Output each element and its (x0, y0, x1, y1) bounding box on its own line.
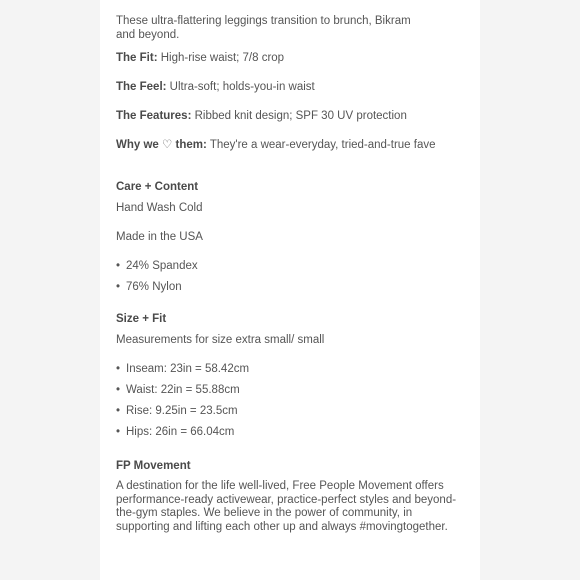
product-description (116, 14, 466, 534)
list-item: • Hips: 26in = 66.04cm (116, 426, 235, 438)
size-fit-heading: Size + Fit (116, 313, 167, 325)
bullet-icon: • (116, 260, 121, 272)
care-content-heading: Care + Content (116, 181, 199, 193)
feature-value: High-rise waist; 7/8 crop (157, 52, 285, 64)
feature-label: The Feel: (116, 81, 167, 93)
heart-icon: ♡ (162, 139, 173, 151)
measurements-list (116, 362, 466, 439)
bullet-icon: • (116, 281, 121, 293)
feature-feel (116, 80, 466, 94)
bullet-icon: • (116, 363, 121, 375)
feature-label: The Fit: (116, 52, 158, 64)
list-item: • 24% Spandex (116, 260, 198, 272)
feature-label: The Features: (116, 110, 192, 122)
size-note: Measurements for size extra small/ small (116, 334, 325, 346)
list-item: • Inseam: 23in = 58.42cm (116, 363, 250, 375)
feature-fit (116, 51, 466, 65)
feature-value: Ribbed knit design; SPF 30 UV protection (191, 110, 407, 122)
bullet-icon: • (116, 384, 121, 396)
feature-why (116, 138, 466, 152)
feature-value: Ultra-soft; holds-you-in waist (166, 81, 315, 93)
care-origin: Made in the USA (116, 231, 203, 243)
list-item: • Waist: 22in = 55.88cm (116, 384, 240, 396)
feature-label: Why we ♡ them: (116, 139, 207, 151)
list-item: • Rise: 9.25in = 23.5cm (116, 405, 238, 417)
intro-text: These ultra-flattering leggings transition to brunch, Bikram and beyond. (116, 15, 411, 41)
feature-features (116, 109, 466, 123)
fp-movement-text: A destination for the life well-lived, Free People Movement offers performance-ready activewear, practice-perfect styles and beyond-the-gym staples. We believe in the power of community, in supporting and lifting each other up and always #movingtogether. (116, 480, 457, 533)
list-item: • 76% Nylon (116, 281, 182, 293)
feature-value: They're a wear-everyday, tried-and-true fave (206, 139, 436, 151)
care-wash: Hand Wash Cold (116, 202, 203, 214)
materials-list (116, 259, 466, 294)
bullet-icon: • (116, 426, 121, 438)
fp-movement-heading: FP Movement (116, 460, 191, 472)
bullet-icon: • (116, 405, 121, 417)
